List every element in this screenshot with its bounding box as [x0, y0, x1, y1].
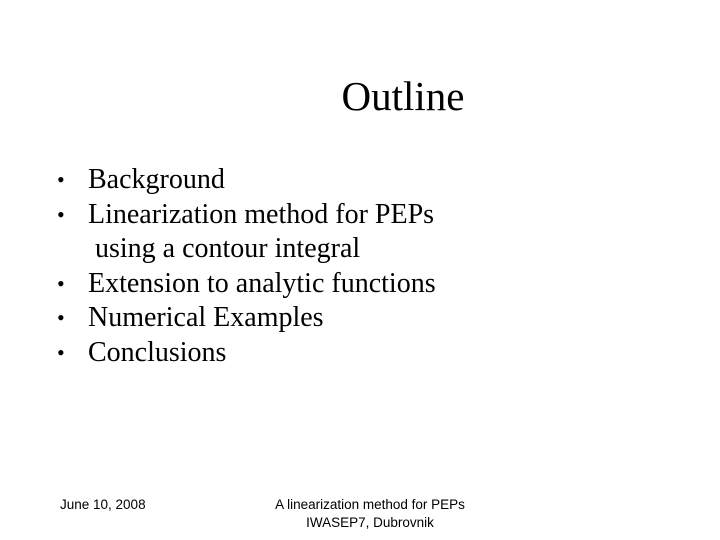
bullet-text: Background: [88, 164, 225, 195]
bullet-marker: •: [57, 167, 65, 192]
bullet-text: Conclusions: [88, 336, 227, 368]
bullet-item: [57, 163, 697, 198]
bullet-item: [57, 301, 697, 336]
bullet-item: [57, 267, 697, 302]
bullet-marker: •: [57, 201, 65, 227]
footer-center: [240, 496, 500, 532]
bullet-text: Linearization method for PEPs: [88, 198, 435, 230]
footer-date: June 10, 2008: [60, 497, 146, 512]
bullet-item: [57, 336, 697, 371]
bullet-text: Extension to analytic functions: [88, 267, 436, 299]
bullet-marker: •: [57, 339, 65, 365]
bullet-item: [57, 198, 697, 267]
bullet-list: [57, 163, 697, 370]
bullet-marker: •: [57, 270, 65, 296]
bullet-text-continuation: using a contour integral: [95, 233, 361, 264]
footer-event: IWASEP7, Dubrovnik: [306, 515, 434, 530]
slide-title: Outline: [341, 73, 465, 119]
footer-presentation-title: A linearization method for PEPs: [275, 497, 465, 512]
bullet-text: Numerical Examples: [88, 302, 324, 333]
bullet-marker: •: [57, 305, 65, 330]
